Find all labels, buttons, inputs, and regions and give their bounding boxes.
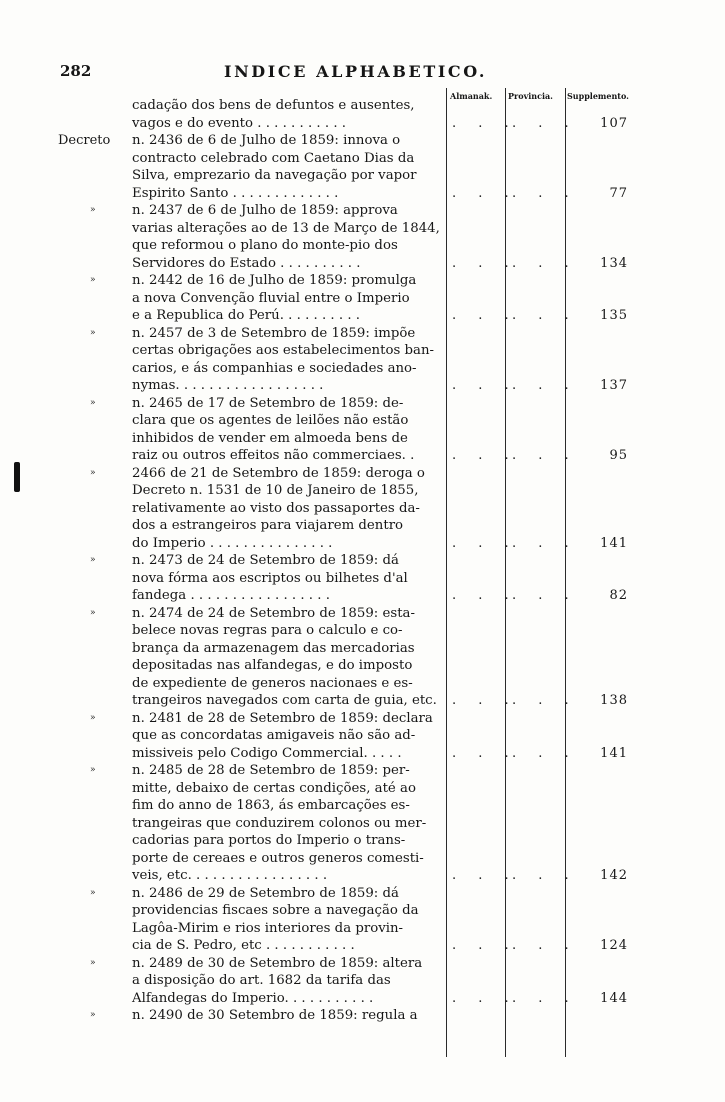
ditto-mark: » — [90, 397, 96, 408]
entry-text: a nova Convenção fluvial entre o Imperio — [132, 290, 410, 306]
entry-text: que as concordatas amigaveis não são ad- — [132, 728, 416, 743]
entry-text: cadação dos bens de defuntos e ausentes, — [132, 98, 415, 113]
entry-text: certas obrigações aos estabelecimentos ban- — [132, 343, 435, 358]
leader-dots: . . . — [512, 308, 578, 323]
leader-dots: . . . — [452, 693, 518, 708]
entry-text: 2466 de 21 de Setembro de 1859: deroga o — [132, 465, 425, 481]
entry-text: n. 2486 de 29 de Setembro de 1859: dá — [132, 885, 399, 901]
entry-line — [0, 640, 725, 658]
supplement-page-ref: 134 — [600, 255, 628, 271]
entry-text: missiveis pelo Codigo Commercial. . . . . — [132, 745, 402, 761]
entry-line — [0, 622, 725, 640]
index-entry — [0, 97, 725, 132]
index-entry — [0, 1007, 725, 1025]
index-entries — [0, 97, 725, 1025]
leader-dots: . . . — [452, 745, 518, 761]
page-header — [60, 62, 660, 84]
entry-line — [0, 430, 725, 448]
index-entry — [0, 762, 725, 885]
leader-dots: . . . — [512, 255, 578, 271]
entry-line — [0, 535, 725, 553]
index-entry — [0, 710, 725, 763]
entry-text: n. 2489 de 30 de Setembro de 1859: altera — [132, 955, 423, 971]
leader-dots: . . . — [452, 185, 518, 201]
entry-line — [0, 360, 725, 378]
column-header-supplemento: Supplemento. — [567, 91, 629, 101]
entry-line — [0, 587, 725, 605]
entry-text: cadorias para portos do Imperio o trans- — [132, 833, 406, 848]
ditto-mark: » — [90, 765, 96, 775]
entry-text: vagos e do evento . . . . . . . . . . . — [132, 115, 346, 131]
entry-line — [0, 692, 725, 710]
supplement-page-ref: 142 — [600, 868, 628, 883]
leader-dots: . . . — [512, 185, 578, 201]
entry-line — [0, 955, 725, 973]
supplement-page-ref: 107 — [600, 115, 628, 131]
entry-text: nova fórma aos escriptos ou bilhetes d'al — [132, 570, 408, 586]
ditto-mark: » — [90, 555, 96, 565]
index-entry — [0, 272, 725, 325]
entry-line — [0, 202, 725, 220]
supplement-page-ref: 82 — [609, 588, 628, 603]
ditto-mark: » — [90, 957, 96, 968]
entry-text: contracto celebrado com Caetano Dias da — [132, 150, 415, 166]
leader-dots: . . . — [452, 868, 518, 883]
entry-text: mitte, debaixo de certas condições, até ao — [132, 780, 416, 796]
entry-text: porte de cereaes e outros generos comesti- — [132, 850, 424, 866]
entry-text: Espirito Santo . . . . . . . . . . . . . — [132, 185, 339, 201]
entry-text: relativamente ao visto dos passaportes da- — [132, 500, 420, 516]
entry-line — [0, 937, 725, 955]
entry-line — [0, 780, 725, 798]
leader-dots: . . . — [452, 938, 518, 953]
supplement-page-ref: 77 — [609, 185, 628, 201]
ditto-mark: » — [90, 607, 96, 618]
ditto-mark: » — [90, 712, 96, 723]
entry-text: que reformou o plano do monte-pio dos — [132, 238, 398, 253]
entry-line — [0, 552, 725, 570]
entry-text: n. 2465 de 17 de Setembro de 1859: de- — [132, 395, 404, 411]
entry-text: do Imperio . . . . . . . . . . . . . . . — [132, 535, 333, 551]
column-header-almanak: Almanak. — [450, 91, 493, 101]
leader-dots: . . . — [452, 448, 518, 463]
entry-line — [0, 97, 725, 115]
entry-line — [0, 657, 725, 675]
entry-text: Lagôa-Mirim e rios interiores da provin- — [132, 920, 404, 936]
page-number: 282 — [60, 62, 92, 80]
entry-text: clara que os agentes de leilões não estão — [132, 413, 409, 428]
entry-line — [0, 220, 725, 238]
leader-dots: . . . — [512, 990, 578, 1006]
index-entry — [0, 605, 725, 710]
entry-line — [0, 167, 725, 185]
entry-line — [0, 570, 725, 588]
supplement-page-ref: 141 — [600, 745, 628, 761]
entry-line — [0, 727, 725, 745]
entry-text: n. 2457 de 3 de Setembro de 1859: impõe — [132, 325, 416, 341]
supplement-page-ref: 135 — [600, 308, 628, 323]
leader-dots: . . . — [512, 693, 578, 708]
entry-line — [0, 290, 725, 308]
entry-text: Silva, emprezario da navegação por vapor — [132, 168, 417, 183]
entry-text: n. 2436 de 6 de Julho de 1859: innova o — [132, 133, 401, 148]
entry-line — [0, 395, 725, 413]
entry-text: nymas. . . . . . . . . . . . . . . . . . — [132, 378, 324, 393]
leader-dots: . . . — [452, 588, 518, 603]
entry-line — [0, 885, 725, 903]
entry-line — [0, 762, 725, 780]
leader-dots: . . . — [512, 745, 578, 761]
entry-text: fandega . . . . . . . . . . . . . . . . . — [132, 588, 330, 603]
entry-line — [0, 815, 725, 833]
entry-text: varias alterações ao de 13 de Março de 1844, — [132, 220, 440, 236]
supplement-page-ref: 141 — [600, 535, 628, 551]
entry-line — [0, 412, 725, 430]
entry-line — [0, 500, 725, 518]
leader-dots: . . . — [512, 938, 578, 953]
entry-text: n. 2481 de 28 de Setembro de 1859: declara — [132, 710, 433, 726]
entry-text: depositadas nas alfandegas, e do imposto — [132, 658, 413, 673]
entry-line — [0, 447, 725, 465]
entry-line — [0, 255, 725, 273]
entry-text: fim do anno de 1863, ás embarcações es- — [132, 798, 410, 813]
entry-line — [0, 132, 725, 150]
entry-text: inhibidos de vender em almoeda bens de — [132, 430, 408, 446]
entry-text: n. 2442 de 16 de Julho de 1859: promulga — [132, 273, 417, 288]
entry-line — [0, 902, 725, 920]
leader-dots: . . . — [452, 535, 518, 551]
index-entry — [0, 465, 725, 553]
entry-line — [0, 342, 725, 360]
ditto-mark: » — [90, 327, 96, 338]
entry-text: veis, etc. . . . . . . . . . . . . . . . . — [132, 868, 328, 883]
supplement-page-ref: 137 — [600, 378, 628, 393]
entry-text: cia de S. Pedro, etc . . . . . . . . . . . — [132, 938, 355, 953]
entry-line — [0, 482, 725, 500]
entry-text: n. 2473 de 24 de Setembro de 1859: dá — [132, 553, 399, 568]
supplement-page-ref: 138 — [600, 693, 628, 708]
entry-text: Alfandegas do Imperio. . . . . . . . . . . — [132, 990, 374, 1006]
entry-line — [0, 710, 725, 728]
entry-line — [0, 517, 725, 535]
entry-text: e a Republica do Perú. . . . . . . . . . — [132, 308, 361, 323]
entry-text: belece novas regras para o calculo e co- — [132, 623, 403, 638]
entry-text: raiz ou outros effeitos não commerciaes. . — [132, 448, 415, 463]
entry-text: n. 2437 de 6 de Julho de 1859: approva — [132, 203, 398, 218]
leader-dots: . . . — [452, 115, 518, 131]
index-entry — [0, 132, 725, 202]
leader-dots: . . . — [452, 378, 518, 393]
entry-line — [0, 990, 725, 1008]
column-header-provincia: Provincia. — [508, 91, 553, 101]
entry-text: dos a estrangeiros para viajarem dentro — [132, 518, 404, 533]
index-entry — [0, 202, 725, 272]
entry-line — [0, 237, 725, 255]
entry-line — [0, 150, 725, 168]
leader-dots: . . . — [512, 448, 578, 463]
ditto-mark: » — [90, 887, 96, 898]
entry-text: trangeiras que conduzirem colonos ou mer- — [132, 815, 427, 831]
entry-line — [0, 185, 725, 203]
entry-text: carios, e ás companhias e sociedades ano- — [132, 360, 417, 376]
leader-dots: . . . — [512, 115, 578, 131]
entry-line — [0, 797, 725, 815]
ditto-mark: » — [90, 1010, 96, 1020]
entry-text: trangeiros navegados com carta de guia, etc. — [132, 693, 437, 708]
entry-line — [0, 1007, 725, 1025]
leader-dots: . . . — [512, 535, 578, 551]
entry-text: n. 2490 de 30 Setembro de 1859: regula a — [132, 1008, 418, 1023]
leader-dots: . . . — [512, 588, 578, 603]
entry-line — [0, 272, 725, 290]
index-entry — [0, 552, 725, 605]
index-entry — [0, 325, 725, 395]
entry-text: Decreto n. 1531 de 10 de Janeiro de 1855, — [132, 483, 419, 498]
entry-line — [0, 832, 725, 850]
index-entry — [0, 395, 725, 465]
entry-lead-word: Decreto — [58, 133, 111, 148]
page-title: INDICE ALPHABETICO. — [224, 62, 488, 81]
entry-text: n. 2474 de 24 de Setembro de 1859: esta- — [132, 605, 415, 621]
supplement-page-ref: 95 — [609, 448, 628, 463]
entry-text: a disposição do art. 1682 da tarifa das — [132, 973, 391, 988]
leader-dots: . . . — [512, 378, 578, 393]
entry-text: de expediente de generos nacionaes e es- — [132, 675, 413, 691]
entry-line — [0, 972, 725, 990]
ditto-mark: » — [90, 205, 96, 215]
entry-line — [0, 325, 725, 343]
leader-dots: . . . — [452, 255, 518, 271]
ditto-mark: » — [90, 467, 96, 478]
entry-line — [0, 307, 725, 325]
entry-line — [0, 920, 725, 938]
ditto-mark: » — [90, 275, 96, 285]
entry-line — [0, 465, 725, 483]
leader-dots: . . . — [512, 868, 578, 883]
supplement-page-ref: 144 — [600, 990, 628, 1006]
entry-line — [0, 115, 725, 133]
entry-line — [0, 605, 725, 623]
entry-line — [0, 745, 725, 763]
index-entry — [0, 885, 725, 955]
leader-dots: . . . — [452, 308, 518, 323]
entry-line — [0, 850, 725, 868]
entry-line — [0, 377, 725, 395]
entry-text: n. 2485 de 28 de Setembro de 1859: per- — [132, 763, 410, 778]
supplement-page-ref: 124 — [600, 938, 628, 953]
entry-line — [0, 675, 725, 693]
entry-line — [0, 867, 725, 885]
entry-text: providencias fiscaes sobre a navegação da — [132, 903, 419, 918]
leader-dots: . . . — [452, 990, 518, 1006]
entry-text: brança da armazenagem das mercadorias — [132, 640, 415, 656]
entry-text: Servidores do Estado . . . . . . . . . . — [132, 255, 361, 271]
index-entry — [0, 955, 725, 1008]
